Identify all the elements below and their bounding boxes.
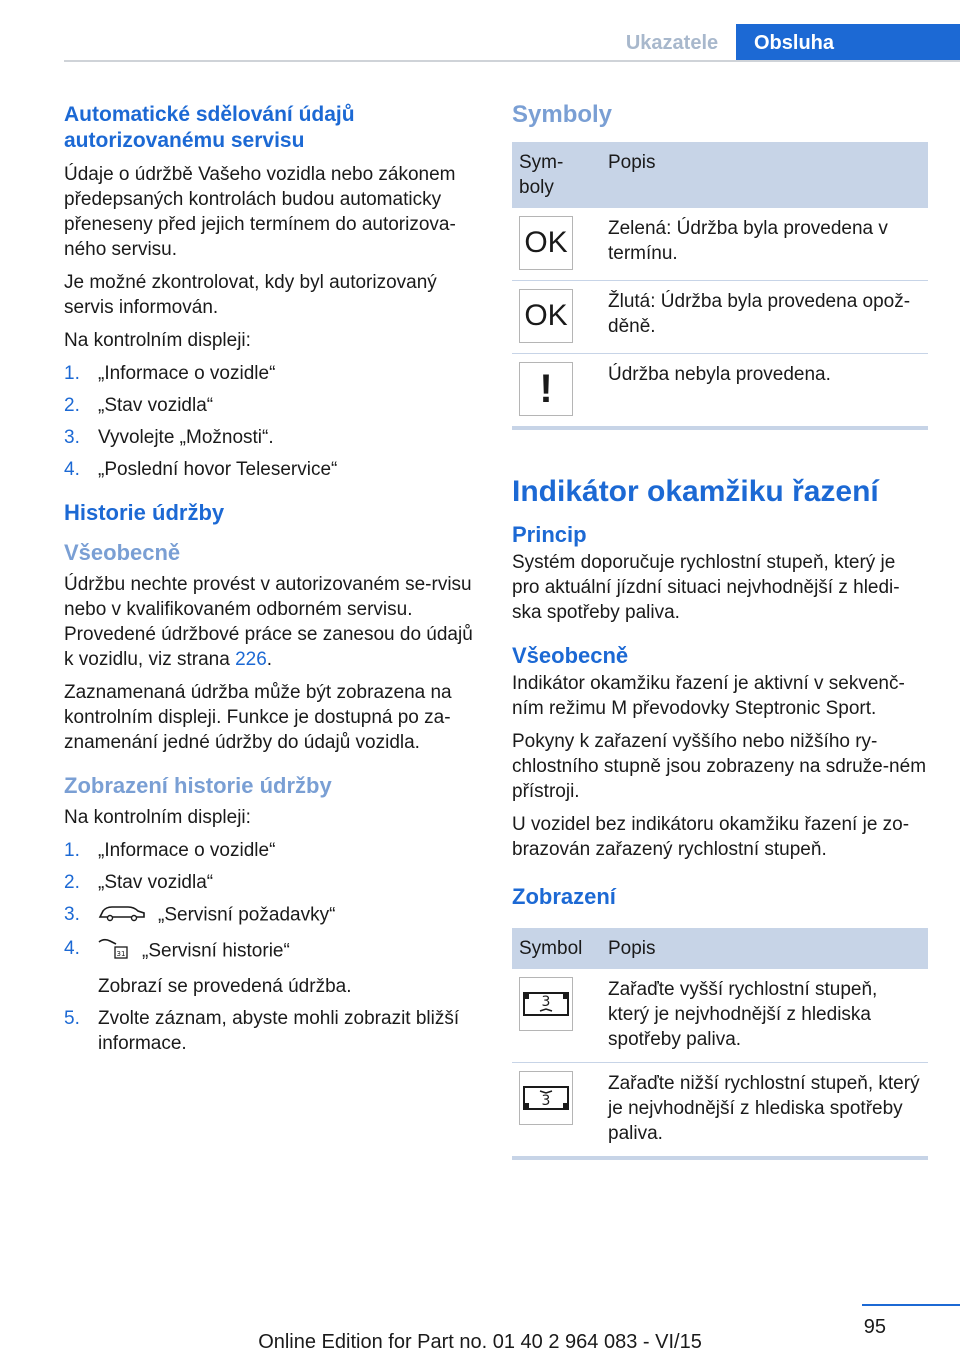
list-item (64, 936, 476, 967)
step-number: 4. (64, 938, 80, 959)
list-item (64, 838, 476, 863)
upshift-icon (519, 977, 573, 1031)
exclamation-icon (519, 362, 573, 416)
paragraph: Pokyny k zařazení vyššího nebo nižšího ry‐chlostního stupně jsou zobrazeny na sdruže‐ném přístroji. (512, 731, 927, 802)
service-history-icon (98, 936, 130, 967)
step-text: „Poslední hovor Teleservice“ (98, 459, 338, 480)
step-text: Zobrazí se provedená údržba. (98, 976, 352, 997)
step-number: 1. (64, 363, 80, 384)
page-number: 95 (863, 1316, 886, 1338)
list-item (64, 361, 476, 386)
step-number: 2. (64, 395, 80, 416)
paragraph: Na kontrolním displeji: (64, 330, 251, 351)
list-item (64, 457, 476, 482)
list-item (64, 393, 476, 418)
table-cell: Zelená: Údržba byla provedena v termínu. (608, 218, 888, 264)
table-cell: Zařaďte vyšší rychlostní stupeň, který je nejvhodnější z hlediska spotřeby paliva. (608, 979, 878, 1050)
right-column (512, 100, 928, 1204)
step-number: 3. (64, 904, 80, 925)
step-number: 4. (64, 459, 80, 480)
table-row (512, 281, 928, 354)
table-header-symbol: Symbol (512, 928, 601, 969)
paragraph: Údaje o údržbě Vašeho vozidla nebo zákonem předepsaných kontrolách budou automaticky přeneseny před jejich termínem do autorizova‐ného servisu. (64, 164, 456, 260)
list-item (64, 902, 476, 929)
table-header-symbol: Sym‐ boly (512, 142, 601, 208)
section-title-shift-indicator: Indikátor okamžiku řazení (512, 475, 879, 508)
left-column (64, 102, 476, 1074)
table-header-row (512, 928, 928, 969)
gear-number: 3 (541, 1093, 551, 1109)
step-text: Vyvolejte „Možnosti“. (98, 427, 274, 448)
header-rule (64, 60, 960, 62)
paragraph: U vozidel bez indikátoru okamžiku řazení je zo‐brazován zařazený rychlostní stupeň. (512, 814, 910, 860)
header-tab-obsluha[interactable]: Obsluha (736, 24, 960, 62)
step-text: „Servisní požadavky“ (158, 904, 336, 926)
table-row (512, 208, 928, 281)
table-header-description: Popis (601, 928, 928, 969)
footer-rule (862, 1304, 960, 1306)
subsection-title-general: Všeobecně (64, 540, 181, 565)
steps-list (64, 838, 476, 1056)
table-header-row (512, 142, 928, 208)
list-item (64, 1006, 476, 1056)
steps-list (64, 361, 476, 482)
table-row (512, 969, 928, 1063)
ok-glyph: OK (524, 226, 568, 259)
step-number: 1. (64, 840, 80, 861)
paragraph (64, 572, 476, 672)
step-text: „Informace o vozidle“ (98, 840, 276, 861)
ok-yellow-icon (519, 289, 573, 343)
page-link[interactable]: 226 (235, 649, 267, 670)
paragraph: Na kontrolním displeji: (64, 807, 251, 828)
exclamation-glyph: ! (539, 367, 553, 411)
section-title-automatic-reporting: Automatické sdělování údajů autorizovanému servisu (64, 103, 355, 152)
paragraph: Systém doporučuje rychlostní stupeň, který je pro aktuální jízdní situaci nejvhodnější z hledi‐ska spotřeby paliva. (512, 552, 900, 623)
step-text: „Stav vozidla“ (98, 395, 214, 416)
table-cell: Žlutá: Údržba byla provedena opož‐děně. (601, 281, 928, 354)
step-text: „Informace o vozidle“ (98, 363, 276, 384)
list-item (64, 425, 476, 450)
section-title-maintenance-history: Historie údržby (64, 500, 225, 525)
paragraph-text: Údržbu nechte provést v autorizovaném se‐rvisu nebo v kvalifikovaném odborném servisu. Provedené údržbové práce se zanesou do údajů k vozidlu, viz strana (64, 574, 473, 670)
subsection-title-display: Zobrazení (512, 884, 616, 909)
list-item (64, 974, 476, 999)
step-text: „Stav vozidla“ (98, 872, 214, 893)
step-number: 3. (64, 427, 80, 448)
gear-number: 3 (541, 994, 551, 1010)
table-cell: Zařaďte nižší rychlostní stupeň, který je nejvhodnější z hlediska spotřeby paliva. (601, 1063, 928, 1159)
downshift-icon (519, 1071, 573, 1125)
subsection-title-general: Všeobecně (512, 643, 629, 668)
step-text: „Servisní historie“ (142, 940, 290, 962)
step-number: 2. (64, 872, 80, 893)
paragraph: Je možné zkontrolovat, kdy byl autorizovaný servis informován. (64, 272, 437, 318)
step-text: Zvolte záznam, abyste mohli zobrazit bližší informace. (98, 1008, 460, 1054)
paragraph: Zaznamenaná údržba může být zobrazena na kontrolním displeji. Funkce je dostupná po za‐znamenání jedné údržby do údajů vozidla. (64, 682, 452, 753)
symbols-table (512, 142, 928, 430)
subsection-title-history-display: Zobrazení historie údržby (64, 773, 332, 798)
table-header-description: Popis (601, 142, 928, 208)
table-cell: Údržba nebyla provedena. (601, 354, 928, 429)
ok-green-icon (519, 216, 573, 270)
list-item (64, 870, 476, 895)
header-tab-ukazatele[interactable]: Ukazatele (625, 31, 719, 54)
symbols-title: Symboly (512, 101, 613, 128)
svg-text:31: 31 (116, 950, 126, 958)
paragraph-text: . (266, 649, 273, 670)
paragraph: Indikátor okamžiku řazení je aktivní v sekvenč‐ním režimu M převodovky Steptronic Sport. (512, 673, 905, 719)
edition-note: Online Edition for Part no. 01 40 2 964 083 - VI/15 (258, 1331, 702, 1353)
shift-symbols-table (512, 928, 928, 1160)
table-row (512, 354, 928, 429)
car-service-icon (98, 902, 146, 929)
ok-glyph: OK (524, 299, 568, 332)
step-number: 5. (64, 1008, 80, 1029)
table-row (512, 1063, 928, 1159)
subsection-title-principle: Princip (512, 522, 587, 547)
